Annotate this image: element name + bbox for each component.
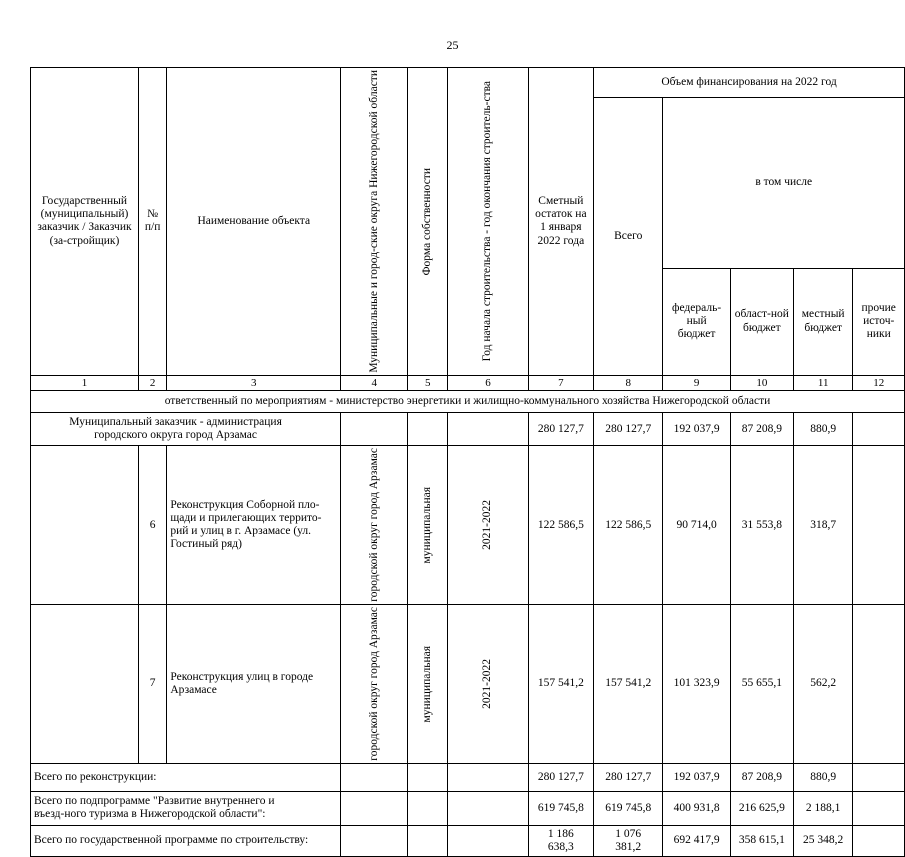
total-label: Всего по подпрограмме "Развитие внутреннего и въезд-ного туризма в Нижегородской области": [31, 791, 341, 825]
cell-federal: 692 417,9 [663, 825, 730, 856]
header-total: Всего [594, 98, 663, 376]
total-row [31, 763, 905, 791]
cell-other [853, 791, 905, 825]
col-number: 10 [730, 375, 793, 391]
header-remainder: Сметный остаток на 1 января 2022 года [528, 68, 593, 376]
cell-regional: 216 625,9 [730, 791, 793, 825]
cell-other [853, 605, 905, 764]
total-row [31, 825, 905, 856]
page-number: 25 [446, 38, 459, 52]
header-local: местный бюджет [793, 268, 853, 375]
cell-total: 1 076 381,2 [594, 825, 663, 856]
column-numbers-row [31, 375, 905, 391]
cell-municipality: городской округ город Арзамас [367, 448, 380, 603]
cell-object-name: Реконструкция Соборной пло-щади и прилегающих террито-рий и улиц в г. Арзамасе (ул. Гостиный ряд) [167, 446, 341, 605]
header-years: Год начала строительства - год окончания строитель-ства [481, 81, 494, 362]
total-label: Всего по государственной программе по строительству: [31, 825, 341, 856]
cell-remainder: 157 541,2 [528, 605, 593, 764]
cell-federal: 192 037,9 [663, 413, 730, 446]
col-number: 6 [448, 375, 528, 391]
cell-local: 2 188,1 [793, 791, 853, 825]
cell-remainder: 619 745,8 [528, 791, 593, 825]
cell-object-name: Реконструкция улиц в городе Арзамасе [167, 605, 341, 764]
customer-row [31, 413, 905, 446]
col-number: 9 [663, 375, 730, 391]
col-number: 3 [167, 375, 341, 391]
table-row [31, 446, 905, 605]
header-ownership: Форма собственности [421, 167, 434, 276]
table-row [31, 605, 905, 764]
cell-num: 7 [138, 605, 166, 764]
cell-regional: 358 615,1 [730, 825, 793, 856]
cell-federal: 90 714,0 [663, 446, 730, 605]
cell-local: 25 348,2 [793, 825, 853, 856]
header-including: в том числе [663, 98, 905, 269]
cell-total: 280 127,7 [594, 763, 663, 791]
cell-local: 880,9 [793, 413, 853, 446]
col-number: 12 [853, 375, 905, 391]
cell-remainder: 280 127,7 [528, 763, 593, 791]
cell-local: 318,7 [793, 446, 853, 605]
cell-federal: 101 323,9 [663, 605, 730, 764]
header-customer: Государственный (муниципальный) заказчик / Заказчик (за-стройщик) [31, 68, 139, 376]
financing-table [30, 67, 905, 857]
header-federal: федераль-ный бюджет [663, 268, 730, 375]
cell-ownership: муниципальная [421, 486, 434, 564]
cell-local: 562,2 [793, 605, 853, 764]
cell-total: 619 745,8 [594, 791, 663, 825]
cell-remainder: 280 127,7 [528, 413, 593, 446]
cell-other [853, 825, 905, 856]
cell-federal: 192 037,9 [663, 763, 730, 791]
cell-total: 122 586,5 [594, 446, 663, 605]
cell-regional: 87 208,9 [730, 413, 793, 446]
cell-num: 6 [138, 446, 166, 605]
cell-regional: 55 655,1 [730, 605, 793, 764]
header-municipality: Муниципальные и город-ские округа Нижегородской области [367, 70, 380, 373]
col-number: 11 [793, 375, 853, 391]
cell-regional: 87 208,9 [730, 763, 793, 791]
cell-remainder: 1 186 638,3 [528, 825, 593, 856]
cell-ownership: муниципальная [421, 645, 434, 723]
header-regional: област-ной бюджет [730, 268, 793, 375]
header-object-name: Наименование объекта [167, 68, 341, 376]
col-number: 4 [341, 375, 408, 391]
cell-local: 880,9 [793, 763, 853, 791]
cell-regional: 31 553,8 [730, 446, 793, 605]
cell-federal: 400 931,8 [663, 791, 730, 825]
col-number: 5 [408, 375, 448, 391]
total-row [31, 791, 905, 825]
cell-years: 2021-2022 [481, 500, 494, 551]
col-number: 8 [594, 375, 663, 391]
total-label: Всего по реконструкции: [31, 763, 341, 791]
col-number: 7 [528, 375, 593, 391]
section-title: ответственный по мероприятиям - министерство энергетики и жилищно-коммунального хозяйства Нижегородской области [31, 391, 905, 413]
cell-years: 2021-2022 [481, 658, 494, 709]
col-number: 2 [138, 375, 166, 391]
cell-total: 280 127,7 [594, 413, 663, 446]
col-number: 1 [31, 375, 139, 391]
header-financing: Объем финансирования на 2022 год [594, 68, 905, 98]
cell-remainder: 122 586,5 [528, 446, 593, 605]
cell-municipality: городской округ город Арзамас [367, 607, 380, 761]
cell-total: 157 541,2 [594, 605, 663, 764]
header-num: № п/п [138, 68, 166, 376]
cell-other [853, 763, 905, 791]
cell-other [853, 446, 905, 605]
cell-other [853, 413, 905, 446]
header-other: прочие источ-ники [853, 268, 905, 375]
customer-label: Муниципальный заказчик - администрация городского округа город Арзамас [31, 413, 341, 446]
